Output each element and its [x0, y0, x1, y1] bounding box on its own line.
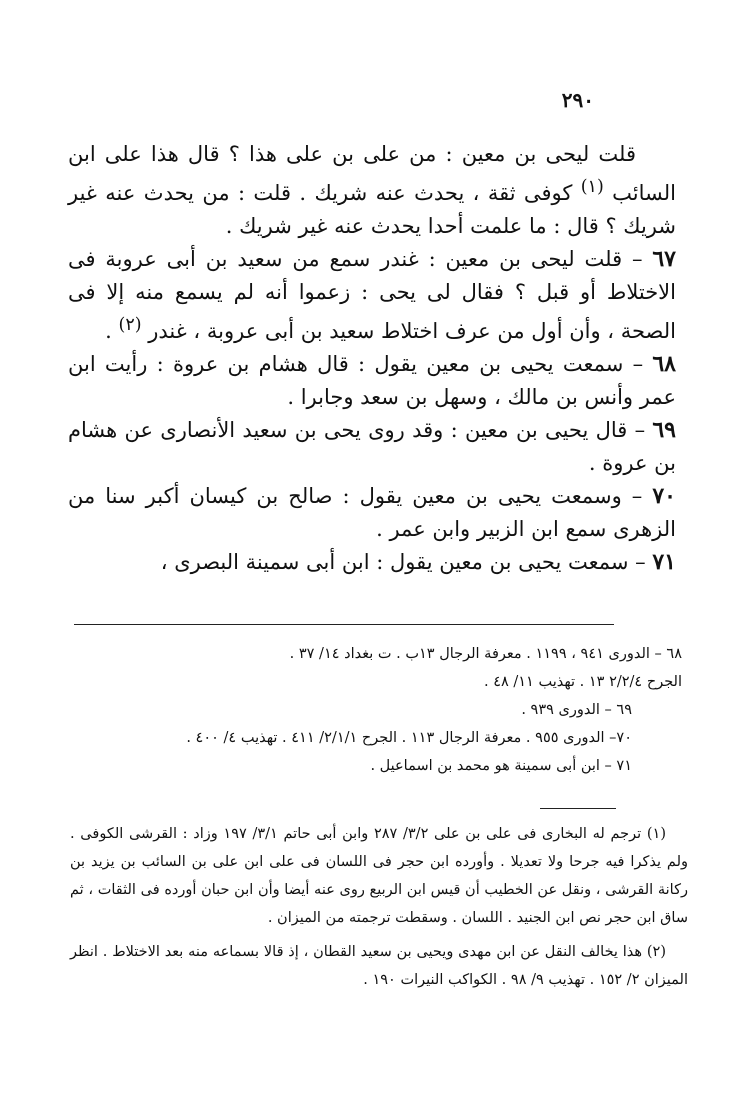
- reference-68: ٦٨ – الدورى ٩٤١ ، ١١٩٩ . معرفة الرجال ١٣ب . ت بغداد ١٤/ ٣٧ .: [289, 646, 682, 662]
- paragraph-text: – سمعت يحيى بن معين يقول : قال هشام بن عروة : رأيت ابن عمر وأنس بن مالك ، وسهل بن سعد وجابرا .: [68, 352, 676, 409]
- reference-69: ٦٩ – الدورى ٩٣٩ .: [521, 702, 632, 718]
- paragraph-67: [68, 243, 676, 348]
- footnote-2: (٢) هذا يخالف النقل عن ابن مهدى ويحيى بن سعيد القطان ، إذ قالا بسماعه منه بعد الاختلاط . انظر الميزان ٢/ ١٥٢ . تهذيب ٩/ ٩٨ . الكواكب النيرات ١٩٠ .: [70, 944, 688, 988]
- paragraph-text: .: [105, 319, 119, 343]
- entry-number-70: ٧٠: [652, 483, 676, 509]
- paragraph-70: [68, 480, 676, 546]
- entry-number-69: ٦٩: [652, 417, 676, 443]
- paragraph-69: [68, 414, 676, 480]
- entry-number-67: ٦٧: [652, 246, 676, 272]
- paragraph-text: – قلت ليحى بن معين : غندر سمع من سعيد بن أبى عروبة فى الاختلاط أو قبل ؟ فقال لى يحى : زعموا أنه لم يسمع منه إلا فى الصحة ، وأن أول من عرف اختلاط سعيد بن أبى عروبة ، غندر: [68, 247, 676, 343]
- main-text: [68, 138, 676, 579]
- source-references: [76, 640, 682, 780]
- reference-68-cont: الجرح ٢/٢/٤ ١٣ . تهذيب ١١/ ٤٨ .: [483, 674, 682, 690]
- paragraph-text: – سمعت يحيى بن معين يقول : ابن أبى سمينة البصرى ،: [160, 550, 653, 574]
- paragraph-intro: [68, 138, 676, 243]
- paragraph-text: قلت ليحى بن معين : من على بن على هذا ؟ قال هذا على ابن السائب: [68, 142, 676, 205]
- reference-70: ٧٠– الدورى ٩٥٥ . معرفة الرجال ١١٣ . الجرح ٢/١/١/ ٤١١ . تهذيب ٤/ ٤٠٠ .: [186, 730, 632, 746]
- footnotes: [70, 820, 688, 994]
- footnote-1: (١) ترجم له البخارى فى على بن على ٣/٢/ ٢٨٧ وابن أبى حاتم ٣/١/ ١٩٧ وزاد : القرشى الكوفى . ولم يذكرا فيه جرحا ولا تعديلا . وأورده ابن حجر فى اللسان فى على ابن على بن السائب بن يزيد بن ركانة القرشى ، ونقل عن الخطيب أن قيس ابن الربيع روى عنه أيضا وأن ابن حبان أورده فى الثقات ، ثم ساق ابن حجر نص ابن الجنيد . اللسان . وسقطت ترجمته من الميزان .: [70, 826, 688, 926]
- divider-main: [74, 624, 614, 625]
- entry-number-71: ٧١: [652, 549, 676, 575]
- paragraph-text: كوفى ثقة ، يحدث عنه شريك . قلت : من يحدث عنه غير شريك ؟ قال : ما علمت أحدا يحدث عنه غير شريك .: [68, 181, 676, 238]
- page-number: ٢٩٠: [561, 88, 594, 112]
- entry-number-68: ٦٨: [652, 351, 676, 377]
- paragraph-68: [68, 348, 676, 414]
- paragraph-text: – وسمعت يحيى بن معين يقول : صالح بن كيسان أكبر سنا من الزهرى سمع ابن الزبير وابن عمر .: [68, 484, 676, 541]
- paragraph-text: – قال يحيى بن معين : وقد روى يحى بن سعيد الأنصارى عن هشام بن عروة .: [68, 418, 676, 475]
- paragraph-71: [68, 546, 676, 579]
- footnote-ref-1: (١): [580, 177, 604, 197]
- divider-footnotes: [540, 808, 616, 809]
- reference-71: ٧١ – ابن أبى سمينة هو محمد بن اسماعيل .: [370, 758, 632, 774]
- footnote-ref-2: (٢): [118, 315, 142, 335]
